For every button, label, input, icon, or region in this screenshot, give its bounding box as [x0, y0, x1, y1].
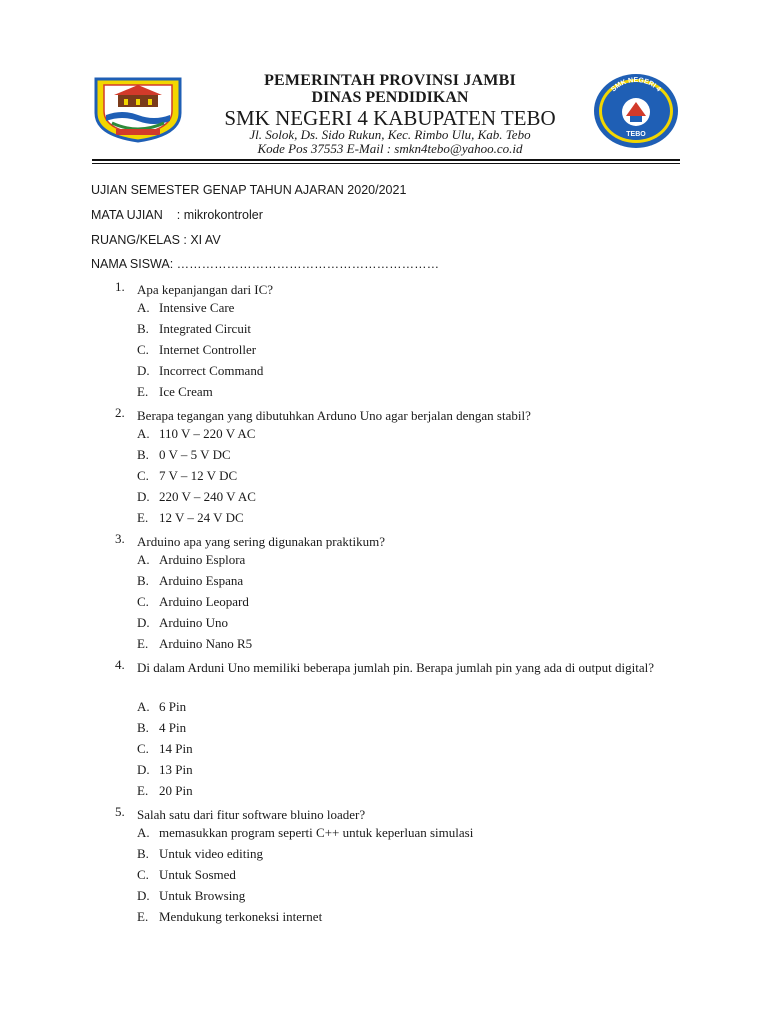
- option-letter: A.: [137, 825, 150, 840]
- question-text: Arduino apa yang sering digunakan praktikum?: [137, 534, 386, 549]
- option-text: Integrated Circuit: [159, 321, 252, 336]
- option-letter: A.: [137, 300, 150, 315]
- option-text: Untuk Sosmed: [159, 867, 236, 882]
- question-number: 1.: [115, 279, 125, 294]
- option-letter: D.: [137, 615, 150, 630]
- exam-class: RUANG/KELAS : XI AV: [91, 233, 221, 247]
- option-letter: A.: [137, 426, 150, 441]
- school-contact: Kode Pos 37553 E-Mail : smkn4tebo@yahoo.co.id: [257, 141, 523, 156]
- subject-value: : mikrokontroler: [176, 208, 263, 222]
- exam-title: UJIAN SEMESTER GENAP TAHUN AJARAN 2020/2021: [91, 183, 407, 197]
- option-letter: B.: [137, 447, 149, 462]
- question-text: Berapa tegangan yang dibutuhkan Arduno Uno agar berjalan dengan stabil?: [137, 408, 531, 423]
- option-text: 110 V – 220 V AC: [159, 426, 256, 441]
- option-letter: D.: [137, 489, 150, 504]
- option-letter: C.: [137, 342, 149, 357]
- option-text: Ice Cream: [159, 384, 213, 399]
- option-letter: E.: [137, 510, 149, 525]
- question-text: Salah satu dari fitur software bluino loader?: [137, 807, 366, 822]
- option-letter: C.: [137, 468, 149, 483]
- exam-subject: [91, 208, 263, 222]
- option-text: Incorrect Command: [159, 363, 264, 378]
- government-title: PEMERINTAH PROVINSI JAMBI: [264, 72, 516, 89]
- option-text: 220 V – 240 V AC: [159, 489, 256, 504]
- option-letter: D.: [137, 762, 150, 777]
- option-text: 20 Pin: [159, 783, 193, 798]
- question-number: 4.: [115, 657, 125, 672]
- school-logo-label: SMK NEGERI 4: [610, 76, 662, 94]
- option-letter: B.: [137, 846, 149, 861]
- school-logo-icon: [592, 72, 680, 150]
- option-text: Internet Controller: [159, 342, 257, 357]
- question-number: 5.: [115, 804, 125, 819]
- subject-label: MATA UJIAN: [91, 208, 163, 222]
- option-letter: B.: [137, 573, 149, 588]
- option-text: memasukkan program seperti C++ untuk keperluan simulasi: [159, 825, 474, 840]
- option-text: 4 Pin: [159, 720, 187, 735]
- option-letter: C.: [137, 594, 149, 609]
- jambi-emblem-icon: [88, 73, 188, 143]
- option-letter: B.: [137, 321, 149, 336]
- option-text: Arduino Nano R5: [159, 636, 253, 651]
- option-text: Arduino Espana: [159, 573, 244, 588]
- letterhead-rule-thin: [92, 163, 680, 164]
- option-letter: E.: [137, 636, 149, 651]
- option-text: Untuk Browsing: [159, 888, 246, 903]
- option-letter: B.: [137, 720, 149, 735]
- option-text: 0 V – 5 V DC: [159, 447, 231, 462]
- option-letter: A.: [137, 552, 150, 567]
- question-number: 3.: [115, 531, 125, 546]
- school-name: SMK NEGERI 4 KABUPATEN TEBO: [224, 106, 556, 130]
- school-address: Jl. Solok, Ds. Sido Rukun, Kec. Rimbo Ulu, Kab. Tebo: [249, 127, 531, 142]
- option-text: 14 Pin: [159, 741, 193, 756]
- option-text: 7 V – 12 V DC: [159, 468, 238, 483]
- student-name-line: NAMA SISWA: ………………………………………………………: [91, 257, 440, 271]
- option-letter: D.: [137, 363, 150, 378]
- option-text: Arduino Esplora: [159, 552, 246, 567]
- option-text: Untuk video editing: [159, 846, 263, 861]
- option-letter: E.: [137, 783, 149, 798]
- question-number: 2.: [115, 405, 125, 420]
- option-letter: C.: [137, 741, 149, 756]
- question-text: Apa kepanjangan dari IC?: [137, 282, 274, 297]
- option-letter: A.: [137, 699, 150, 714]
- option-text: 6 Pin: [159, 699, 187, 714]
- option-letter: D.: [137, 888, 150, 903]
- option-text: 12 V – 24 V DC: [159, 510, 244, 525]
- letterhead-rule-thick: [92, 159, 680, 161]
- question-text: Di dalam Arduni Uno memiliki beberapa jumlah pin. Berapa jumlah pin yang ada di output digital?: [137, 660, 654, 675]
- option-text: Arduino Uno: [159, 615, 228, 630]
- option-text: 13 Pin: [159, 762, 193, 777]
- option-text: Arduino Leopard: [159, 594, 249, 609]
- school-logo-sub: TEBO: [626, 131, 646, 138]
- option-letter: E.: [137, 384, 149, 399]
- department-title: DINAS PENDIDIKAN: [311, 89, 469, 106]
- option-letter: E.: [137, 909, 149, 924]
- option-letter: C.: [137, 867, 149, 882]
- option-text: Mendukung terkoneksi internet: [159, 909, 323, 924]
- option-text: Intensive Care: [159, 300, 235, 315]
